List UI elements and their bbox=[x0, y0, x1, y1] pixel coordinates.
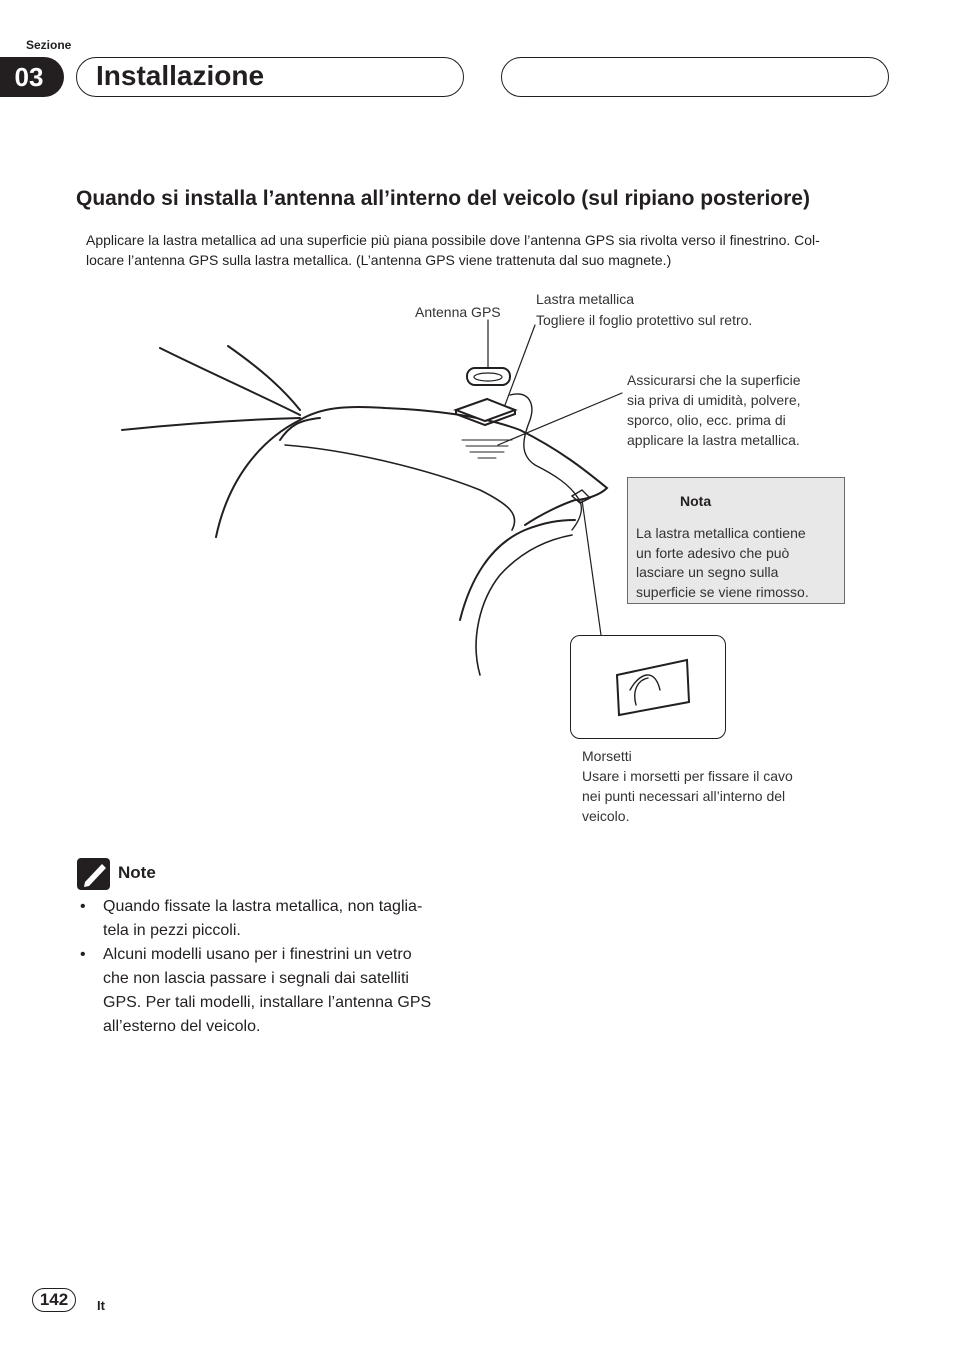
surface-note bbox=[627, 370, 801, 450]
plate-sublabel: Togliere il foglio protettivo sul retro. bbox=[536, 312, 753, 328]
list-item bbox=[78, 895, 478, 943]
window-line bbox=[228, 346, 300, 410]
surface-note-line: sporco, olio, ecc. prima di bbox=[627, 412, 786, 428]
note-line: all’esterno del veicolo. bbox=[103, 1018, 261, 1035]
leader-clip bbox=[582, 500, 601, 635]
gps-antenna bbox=[467, 368, 510, 385]
note-heading bbox=[77, 858, 156, 888]
nota-line: lasciare un segno sulla bbox=[636, 564, 779, 580]
leader-plate bbox=[505, 325, 535, 405]
window-line bbox=[122, 418, 300, 430]
nota-title: Nota bbox=[680, 493, 712, 509]
list-item bbox=[78, 943, 478, 1039]
clip-line: veicolo. bbox=[582, 808, 630, 824]
surface-note-line: sia priva di umidità, polvere, bbox=[627, 392, 801, 408]
page-title: Installazione bbox=[96, 60, 265, 91]
clip-note bbox=[582, 746, 793, 826]
leader-surface bbox=[498, 393, 622, 445]
nota-line: La lastra metallica contiene bbox=[636, 525, 806, 541]
nota-body bbox=[636, 524, 836, 602]
clip-line: Usare i morsetti per fissare il cavo bbox=[582, 768, 793, 784]
nota-box bbox=[627, 477, 845, 604]
section-label: Sezione bbox=[26, 38, 72, 52]
note-line: tela in pezzi piccoli. bbox=[103, 922, 241, 939]
surface-note-line: Assicurarsi che la superficie bbox=[627, 372, 801, 388]
language-code: It bbox=[97, 1298, 105, 1313]
window-line bbox=[160, 348, 300, 415]
clip-detail-frame bbox=[570, 635, 726, 739]
section-heading: Quando si installa l’antenna all’interno del veicolo (sul ripiano posteriore) bbox=[76, 187, 810, 210]
section-number-badge: 03 bbox=[0, 57, 64, 97]
page-number: 142 bbox=[32, 1288, 76, 1312]
nota-line: superficie se viene rimosso. bbox=[636, 583, 809, 600]
plate-label: Lastra metallica bbox=[536, 291, 635, 307]
body-curve bbox=[460, 520, 575, 620]
clip-title: Morsetti bbox=[582, 748, 632, 764]
surface-note-line: applicare la lastra metallica. bbox=[627, 432, 800, 448]
clip-line: nei punti necessari all’interno del bbox=[582, 788, 786, 804]
note-line: GPS. Per tali modelli, installare l’antenna GPS bbox=[103, 994, 432, 1011]
intro-line: locare l’antenna GPS sulla lastra metallica. (L’antenna GPS viene trattenuta dal suo magnete.) bbox=[86, 252, 672, 268]
note-list bbox=[78, 895, 478, 1039]
note-title: Note bbox=[118, 863, 156, 882]
note-line: • Quando fissate la lastra metallica, non taglia- bbox=[103, 898, 423, 915]
note-line: • Alcuni modelli usano per i finestrini un vetro bbox=[103, 946, 412, 963]
note-line: che non lascia passare i segnali dai satelliti bbox=[103, 970, 409, 987]
intro-line: Applicare la lastra metallica ad una superficie più piana possibile dove l’antenna GPS sia rivolta verso il finestrino. Col- bbox=[86, 232, 820, 248]
antenna-label: Antenna GPS bbox=[415, 304, 501, 320]
nota-line: un forte adesivo che può bbox=[636, 544, 790, 561]
